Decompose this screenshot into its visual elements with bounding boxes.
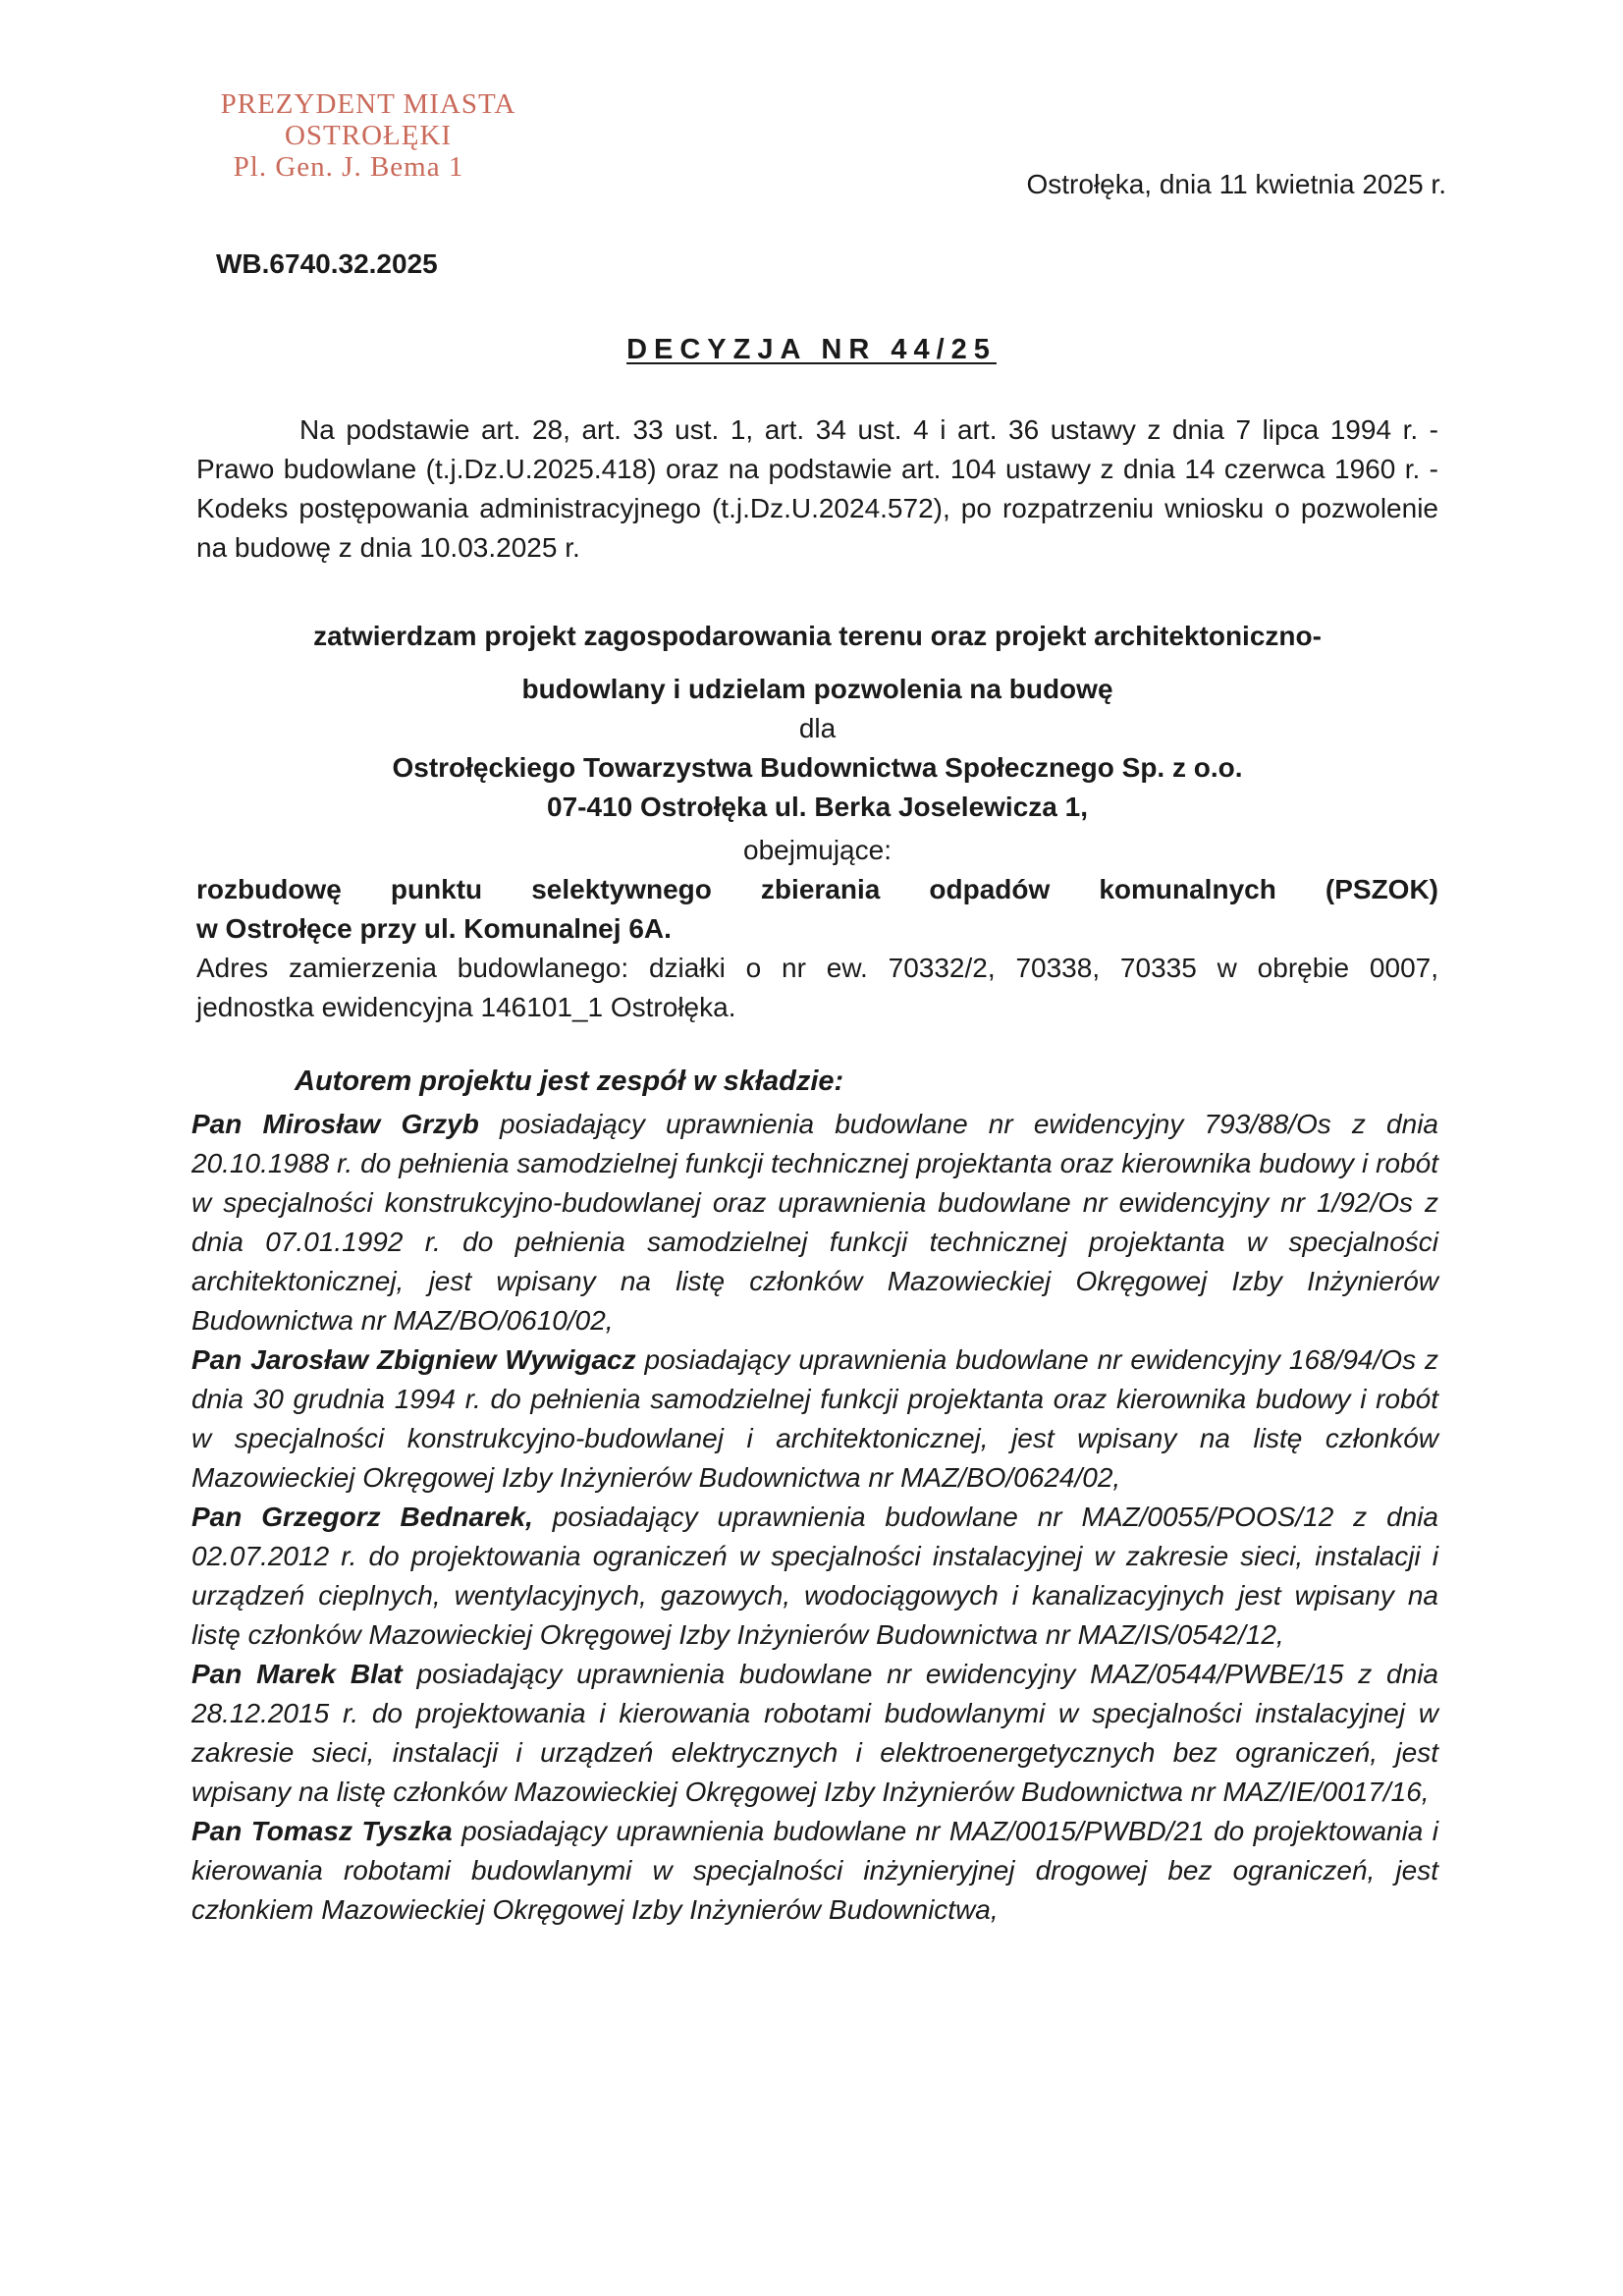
author-qualifications: posiadający uprawnienia budowlane nr MAZ/0015/PWBD/21 do projektowania i kierowania robotami budowlanymi w specjalności inżynieryjnej drogowej bez ograniczeń, jest członkiem Mazowieckiej Okręgowej Izby Inżynierów Budownictwa, bbox=[191, 1816, 1438, 1925]
author-name: Pan Jarosław Zbigniew Wywigacz bbox=[191, 1344, 636, 1375]
legal-basis-paragraph: Na podstawie art. 28, art. 33 ust. 1, art. 34 ust. 4 i art. 36 ustawy z dnia 7 lipca 1994 r. - Prawo budowlane (t.j.Dz.U.2025.418) oraz na podstawie art. 104 ustawy z dnia 14 czerwca 1960 r. - Kodeks postępowania administracyjnego (t.j.Dz.U.2024.572), po rozpatrzeniu wniosku o pozwolenie na budowę z dnia 10.03.2025 r. bbox=[196, 414, 1438, 563]
issuer-stamp bbox=[177, 88, 560, 183]
author-name: Pan Mirosław Grzyb bbox=[191, 1109, 479, 1139]
investor-address: 07-410 Ostrołęka ul. Berka Joselewicza 1, bbox=[547, 792, 1088, 822]
investment-scope bbox=[196, 870, 1438, 949]
author-name: Pan Tomasz Tyszka bbox=[191, 1816, 453, 1846]
investment-address bbox=[196, 949, 1438, 1027]
author-entry bbox=[191, 1498, 1438, 1655]
stamp-line-2: OSTROŁĘKI bbox=[284, 120, 453, 151]
author-qualifications: posiadający uprawnienia budowlane nr ewidencyjny 168/94/Os z dnia 30 grudnia 1994 r. do pełnienia samodzielnej funkcji projektanta oraz kierownika budowy i robót w specjalności konstrukcyjno-budowlanej i architektonicznej, jest wpisany na listę członków Mazowieckiej Okręgowej Izby Inżynierów Budownictwa nr MAZ/BO/0624/02, bbox=[191, 1344, 1438, 1493]
author-entry bbox=[191, 1655, 1438, 1812]
author-name: Pan Grzegorz Bednarek, bbox=[191, 1502, 533, 1532]
reference-number: WB.6740.32.2025 bbox=[216, 248, 438, 279]
for-label: dla bbox=[798, 713, 837, 743]
investor bbox=[196, 748, 1438, 827]
address-line-1: Adres zamierzenia budowlanego: działki o nr ew. 70332/2, 70338, 70335 w obrębie 0007, bbox=[196, 953, 1438, 983]
author-name: Pan Marek Blat bbox=[191, 1659, 403, 1689]
stamp-line-3: Pl. Gen. J. Bema 1 bbox=[233, 151, 464, 183]
investor-name: Ostrołęckiego Towarzystwa Budownictwa Społecznego Sp. z o.o. bbox=[392, 752, 1243, 783]
covering-label: obejmujące: bbox=[743, 835, 892, 865]
authors-list bbox=[191, 1105, 1438, 1930]
author-entry bbox=[191, 1812, 1438, 1930]
author-entry bbox=[191, 1340, 1438, 1498]
document-date: Ostrołęka, dnia 11 kwietnia 2025 r. bbox=[1026, 169, 1446, 199]
address-line-2: jednostka ewidencyjna 146101_1 Ostrołęka. bbox=[196, 992, 736, 1022]
author-qualifications: posiadający uprawnienia budowlane nr MAZ/0055/POOS/12 z dnia 02.07.2012 r. do projektowania ograniczeń w specjalności instalacyjnej w zakresie sieci, instalacji i urządzeń cieplnych, wentylacyjnych, gazowych, wodociągowych i kanalizacyjnych jest wpisany na listę członków Mazowieckiej Okręgowej Izby Inżynierów Budownictwa nr MAZ/IS/0542/12, bbox=[191, 1502, 1439, 1650]
author-entry bbox=[191, 1105, 1438, 1340]
decision-line-1: zatwierdzam projekt zagospodarowania terenu oraz projekt architektoniczno- bbox=[313, 621, 1322, 651]
stamp-line-1: PREZYDENT MIASTA bbox=[220, 88, 516, 120]
authors-heading: Autorem projektu jest zespół w składzie: bbox=[295, 1066, 844, 1097]
decision-statement bbox=[196, 617, 1438, 709]
author-qualifications: posiadający uprawnienia budowlane nr ewidencyjny MAZ/0544/PWBE/15 z dnia 28.12.2015 r. do projektowania i kierowania robotami budowlanymi w specjalności instalacyjnej w zakresie sieci, instalacji i urządzeń elektrycznych i elektroenergetycznych bez ograniczeń, jest wpisany na listę członków Mazowieckiej Okręgowej Izby Inżynierów Budownictwa nr MAZ/IE/0017/16, bbox=[191, 1659, 1438, 1807]
author-qualifications: posiadający uprawnienia budowlane nr ewidencyjny 793/88/Os z dnia 20.10.1988 r. do pełnienia samodzielnej funkcji technicznej projektanta oraz kierownika budowy i robót w specjalności konstrukcyjno-budowlanej oraz uprawnienia budowlane nr ewidencyjny nr 1/92/Os z dnia 07.01.1992 r. do pełnienia samodzielnej funkcji technicznej projektanta w specjalności architektonicznej, jest wpisany na listę członków Mazowieckiej Okręgowej Izby Inżynierów Budownictwa nr MAZ/BO/0610/02, bbox=[191, 1109, 1438, 1336]
scope-line-1: rozbudowę punktu selektywnego zbierania odpadów komunalnych (PSZOK) bbox=[196, 874, 1438, 904]
scope-line-2: w Ostrołęce przy ul. Komunalnej 6A. bbox=[196, 913, 672, 944]
document-title-text: DECYZJA NR 44/25 bbox=[626, 334, 997, 365]
decision-line-2: budowlany i udzielam pozwolenia na budowę bbox=[521, 674, 1113, 704]
document-title bbox=[0, 334, 1623, 366]
